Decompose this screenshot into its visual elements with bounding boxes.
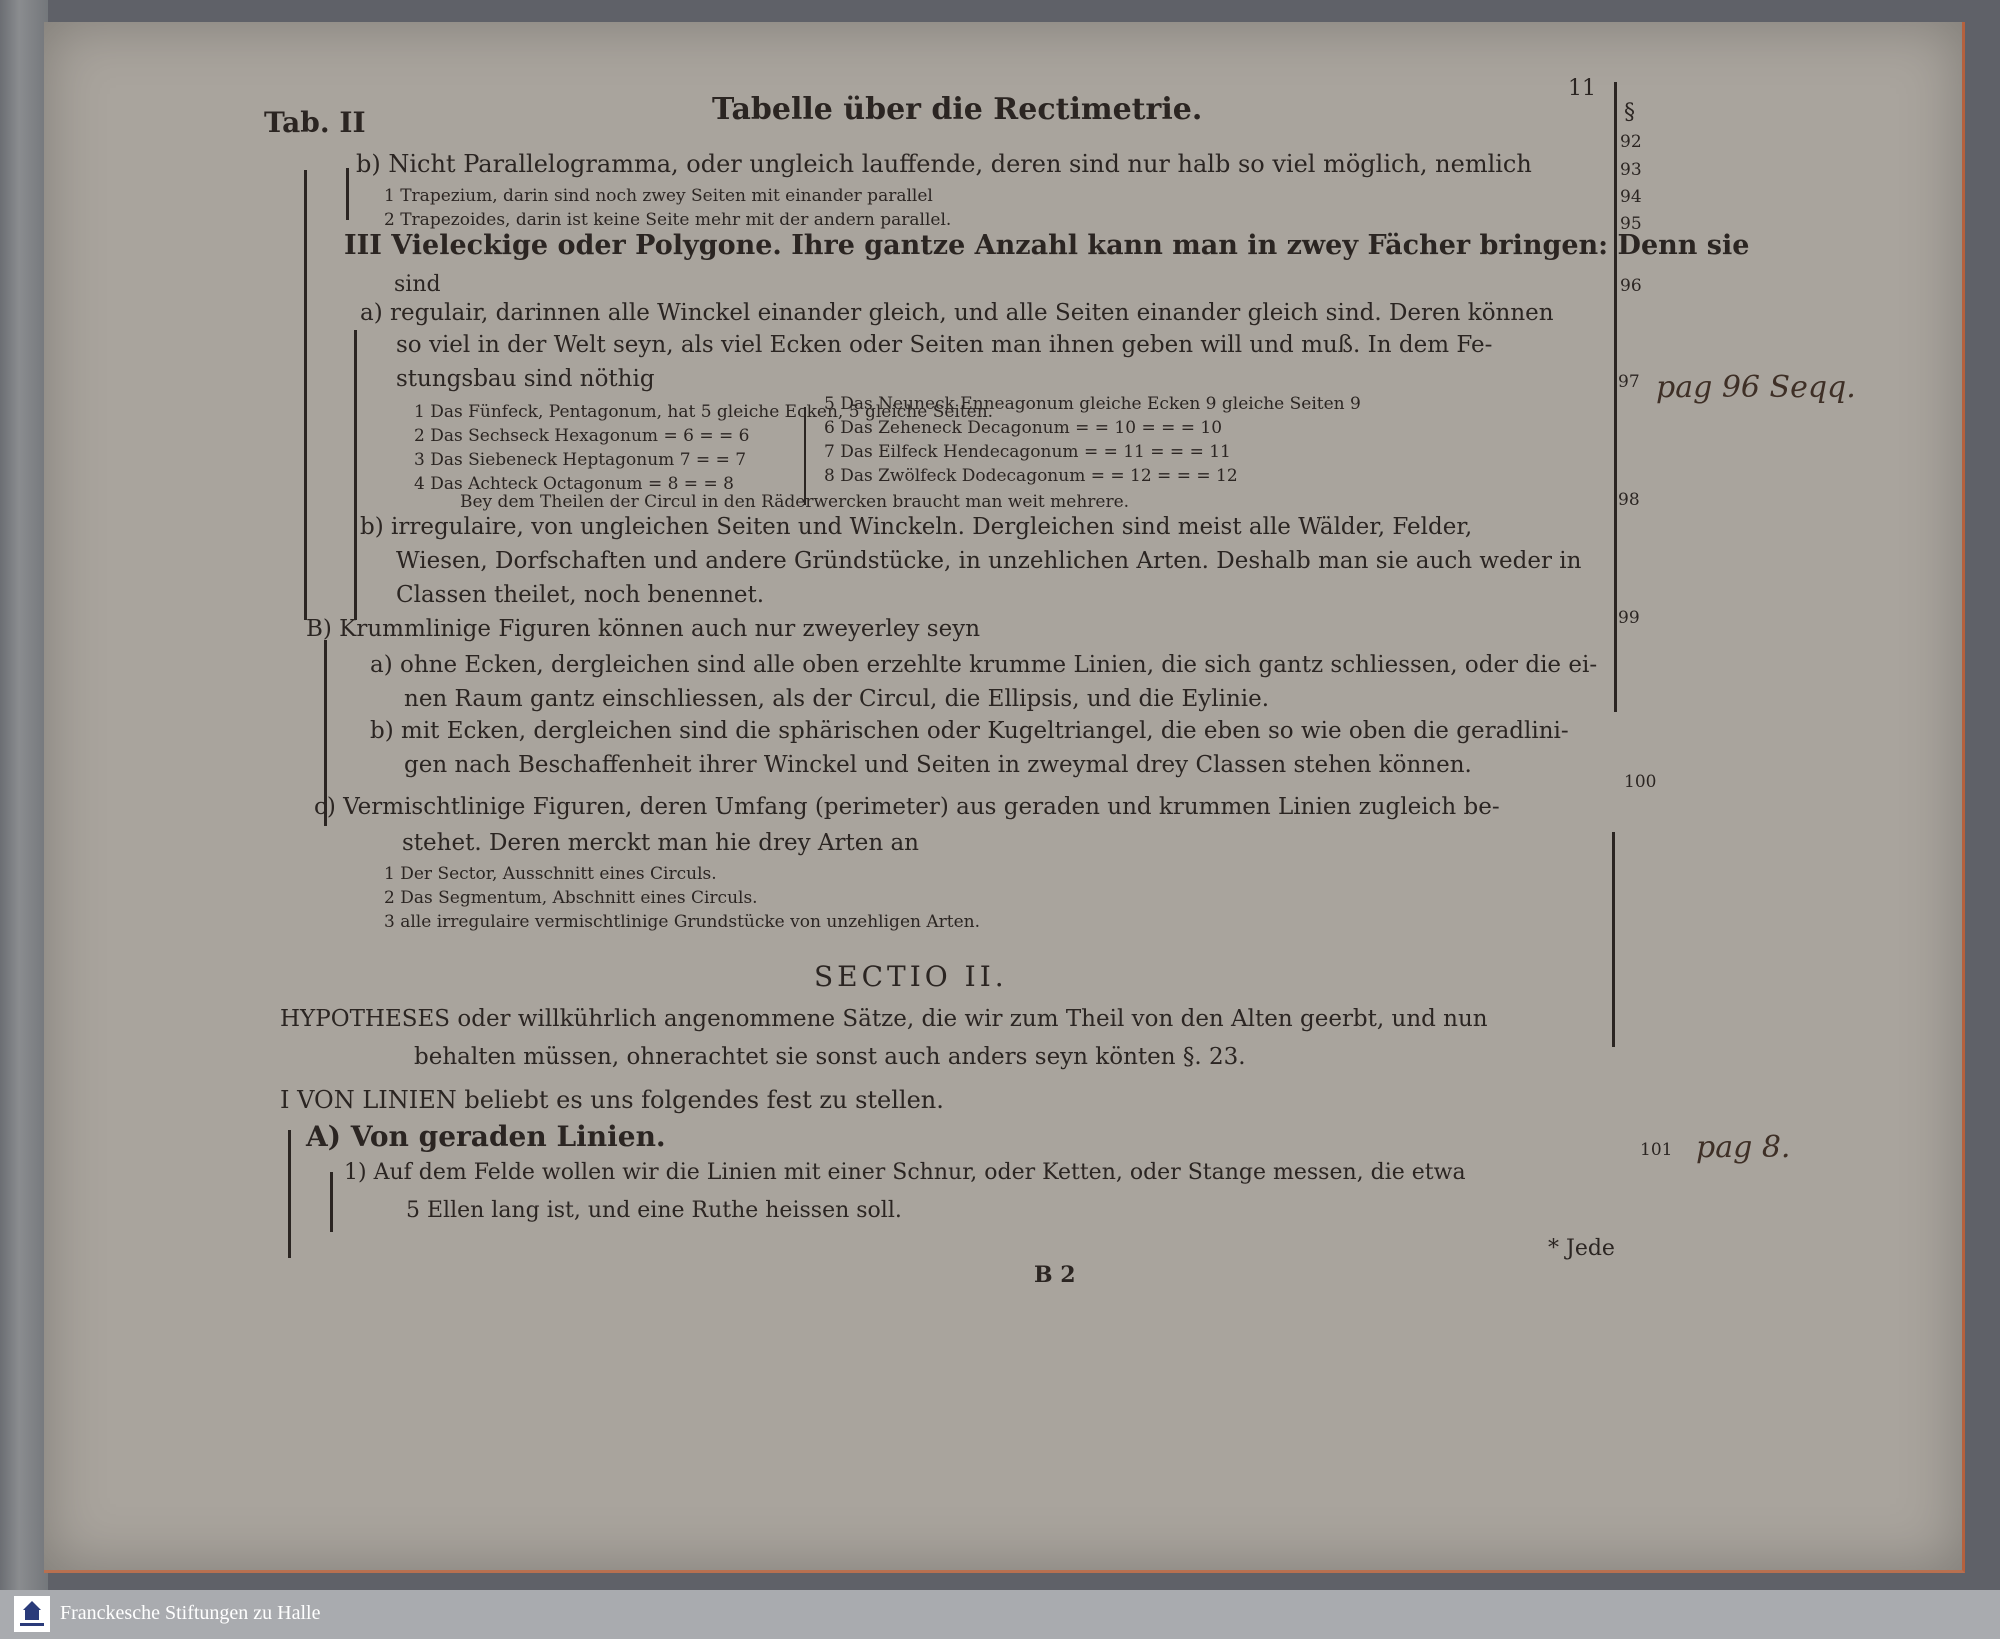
margin-number: 98 (1618, 490, 1640, 510)
page-number: 11 (1568, 76, 1596, 101)
text-line: 1 Trapezium, darin sind noch zwey Seiten mit einander parallel (384, 186, 933, 206)
text-line: 5 Ellen lang ist, und eine Ruthe heissen soll. (406, 1198, 902, 1223)
section-heading: SECTIO II. (814, 960, 1008, 993)
text-line: Bey dem Theilen der Circul in den Räderwercken braucht man weit mehrere. (460, 492, 1130, 512)
polygon-item: 7 Das Eilfeck Hendecagonum = = 11 = = = 11 (824, 442, 1231, 462)
bracket-line (330, 1172, 333, 1232)
text-line: III Vieleckige oder Polygone. Ihre gantze Anzahl kann man in zwey Fächer bringen: Denn sie (344, 230, 1750, 261)
text-line: Classen theilet, noch benennet. (396, 582, 765, 608)
margin-number: 100 (1624, 772, 1657, 792)
polygon-item: 1 Das Fünfeck, Pentagonum, hat 5 gleiche Ecken, 5 gleiche Seiten. (414, 402, 994, 422)
margin-number: 97 (1618, 372, 1640, 392)
margin-number: 99 (1618, 608, 1640, 628)
text-line: 1) Auf dem Felde wollen wir die Linien mit einer Schnur, oder Ketten, oder Stange messen, die etwa (344, 1160, 1466, 1185)
page-title: Tabelle über die Rectimetrie. (712, 92, 1203, 127)
text-line: sind (394, 272, 441, 297)
text-line: 2 Trapezoides, darin ist keine Seite mehr mit der andern parallel. (384, 210, 952, 230)
text-line: B) Krummlinige Figuren können auch nur zweyerley seyn (306, 616, 981, 642)
institution-name: Franckesche Stiftungen zu Halle (60, 1602, 321, 1624)
text-line: a) ohne Ecken, dergleichen sind alle oben erzehlte krumme Linien, die sich gantz schliessen, oder die ei- (370, 652, 1598, 678)
margin-number: 92 (1620, 132, 1642, 152)
bracket-line (354, 330, 357, 620)
handwritten-note: pag 96 Seqq. (1656, 370, 1856, 405)
text-line: b) mit Ecken, dergleichen sind die sphärischen oder Kugeltriangel, die eben so wie oben die geradlini- (370, 718, 1569, 744)
bracket-line (346, 168, 349, 220)
margin-number: § (1624, 100, 1635, 125)
margin-number: 96 (1620, 276, 1642, 296)
polygon-item: 5 Das Neuneck Enneagonum gleiche Ecken 9 gleiche Seiten 9 (824, 394, 1361, 414)
margin-number: 101 (1640, 1140, 1673, 1160)
margin-number: 95 (1620, 214, 1642, 234)
polygon-item: 2 Das Sechseck Hexagonum = 6 = = 6 (414, 426, 750, 446)
margin-number: 94 (1620, 187, 1642, 207)
margin-number: 93 (1620, 160, 1642, 180)
signature-mark: B 2 (1034, 1262, 1076, 1288)
text-line: stehet. Deren merckt man hie drey Arten an (402, 830, 919, 856)
footer-bar (0, 1590, 2000, 1639)
text-line: I VON LINIEN beliebt es uns folgendes fest zu stellen. (280, 1086, 944, 1114)
margin-rule (1614, 82, 1617, 712)
bracket-line (288, 1130, 291, 1258)
book-page (44, 22, 1965, 1573)
text-line: Wiesen, Dorfschaften und andere Gründstücke, in unzehlichen Arten. Deshalb man sie auch weder in (396, 548, 1582, 574)
text-line: c) Vermischtlinige Figuren, deren Umfang (perimeter) aus geraden und krummen Linien zugleich be- (314, 794, 1500, 820)
text-line: a) regulair, darinnen alle Winckel einander gleich, und alle Seiten einander gleich sind. Deren können (360, 300, 1554, 326)
text-line: so viel in der Welt seyn, als viel Ecken oder Seiten man ihnen geben will und muß. In dem Fe- (396, 332, 1493, 358)
polygon-item: 3 Das Siebeneck Heptagonum 7 = = 7 (414, 450, 747, 470)
list-item: 1 Der Sector, Ausschnitt eines Circuls. (384, 864, 717, 884)
text-line: gen nach Beschaffenheit ihrer Winckel und Seiten in zweymal drey Classen stehen können. (404, 752, 1472, 778)
polygon-item: 4 Das Achteck Octagonum = 8 = = 8 (414, 474, 734, 494)
text-line: nen Raum gantz einschliessen, als der Circul, die Ellipsis, und die Eylinie. (404, 686, 1270, 712)
text-line: stungsbau sind nöthig (396, 366, 655, 392)
polygon-item: 6 Das Zeheneck Decagonum = = 10 = = = 10 (824, 418, 1223, 438)
text-line: HYPOTHESES oder willkührlich angenommene Sätze, die wir zum Theil von den Alten geerbt, und nun (280, 1006, 1488, 1032)
list-item: 2 Das Segmentum, Abschnitt eines Circuls. (384, 888, 758, 908)
catchword: * Jede (1548, 1236, 1615, 1261)
polygon-item: 8 Das Zwölfeck Dodecagonum = = 12 = = = 12 (824, 466, 1238, 486)
text-line: b) Nicht Parallelogramma, oder ungleich lauffende, deren sind nur halb so viel möglich, nemlich (356, 150, 1532, 178)
text-line: b) irregulaire, von ungleichen Seiten und Winckeln. Dergleichen sind meist alle Wälder, Felder, (360, 514, 1473, 540)
book-spine (0, 0, 48, 1590)
tab-label: Tab. II (264, 106, 366, 139)
bracket-line (304, 170, 307, 620)
text-line: A) Von geraden Linien. (306, 1120, 666, 1153)
institution-logo-icon (14, 1596, 50, 1632)
handwritten-note: pag 8. (1696, 1130, 1791, 1165)
margin-rule-lower (1612, 832, 1615, 1047)
list-item: 3 alle irregulaire vermischtlinige Grundstücke von unzehligen Arten. (384, 912, 981, 932)
text-line: behalten müssen, ohnerachtet sie sonst auch anders seyn könten §. 23. (414, 1044, 1246, 1070)
